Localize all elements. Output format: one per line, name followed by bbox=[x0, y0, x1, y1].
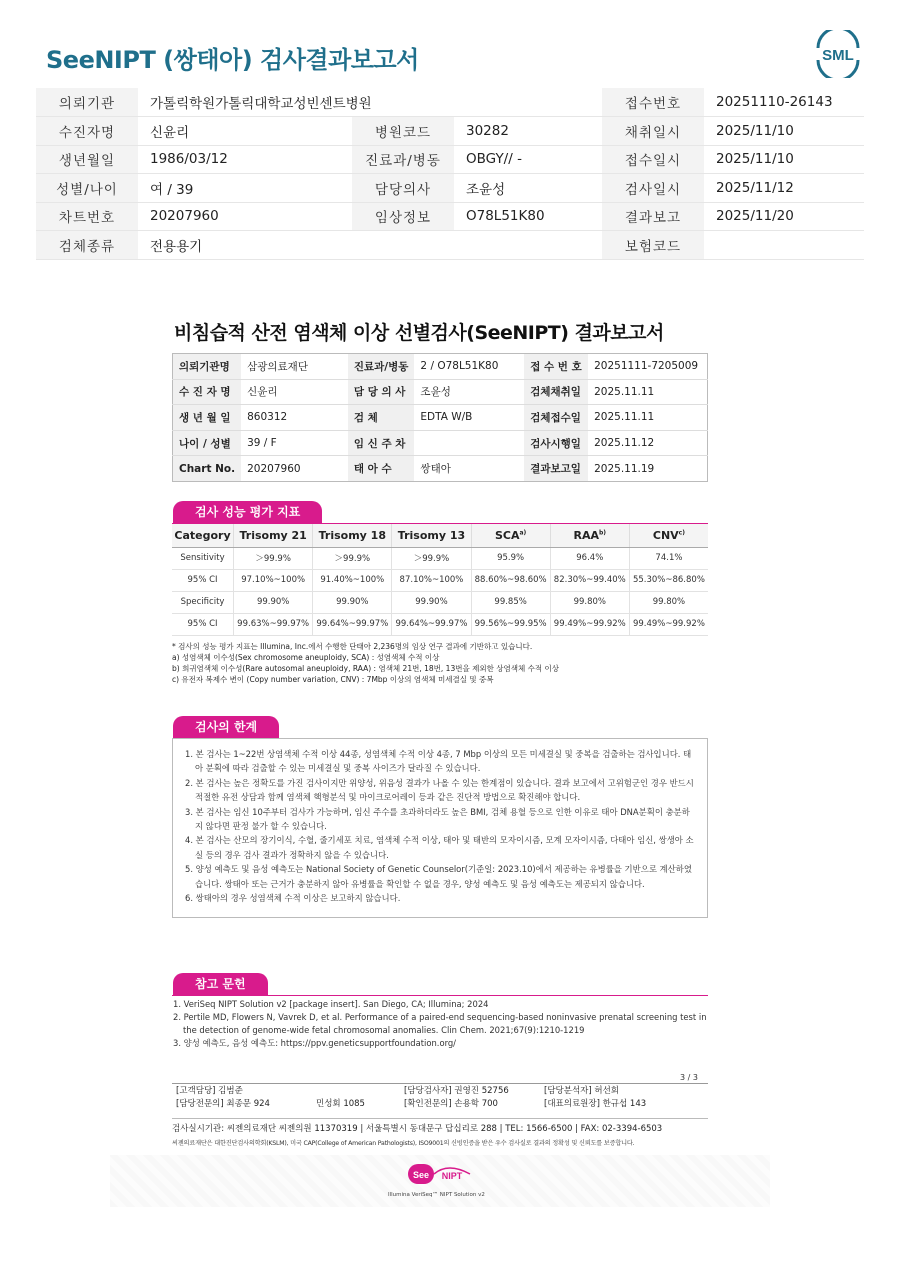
page-number: 3 / 3 bbox=[680, 1073, 698, 1082]
info-row bbox=[36, 145, 864, 174]
limit-item: 5. 양성 예측도 및 음성 예측도는 National Society of Genetic Counselor(기준일: 2023.10)에서 제공하는 유병률을 기반으로 계산하였습니다. 쌍태아 또는 근거가 충분하지 않아 유병률을 확인할 수 없을 경우, 양성 예측도 및 음성 예측도는 제공되지 않습니다. bbox=[185, 864, 692, 889]
perf-header-sup: b) bbox=[599, 529, 607, 537]
signature-cell: [담당전문의] 최종문 924 bbox=[176, 1099, 270, 1109]
info-value: 2025/11/20 bbox=[704, 202, 864, 231]
ref-section-title: 참고 문헌 bbox=[173, 973, 268, 995]
scan-label: Chart No. bbox=[173, 456, 242, 482]
signature-cell: [대표의료원장] 한규섭 143 bbox=[544, 1099, 647, 1109]
perf-cell: 99.64%~99.97% bbox=[313, 613, 392, 635]
info-row bbox=[36, 88, 864, 117]
perf-cell: 99.64%~99.97% bbox=[392, 613, 471, 635]
scan-value: 삼광의료재단 bbox=[241, 354, 348, 380]
info-row bbox=[36, 174, 864, 203]
info-value: 30282 bbox=[454, 117, 602, 146]
limit-item: 4. 본 검사는 산모의 장기이식, 수혈, 줄기세포 치료, 염색체 수적 이상, 태아 및 태반의 모자이시즘, 모계 모자이시즘, 다태아 임신, 쌍생아 소실 등의 경우 검사 결과가 정확하지 않을 수 있습니다. bbox=[185, 835, 694, 860]
scan-value: 2025.11.19 bbox=[594, 462, 655, 475]
info-label: 접수번호 bbox=[602, 88, 704, 117]
scan-label: 담 당 의 사 bbox=[348, 379, 415, 405]
perf-cell: Sensitivity bbox=[172, 547, 234, 569]
performance-table bbox=[172, 524, 708, 636]
reference-item: 1. VeriSeq NIPT Solution v2 [package insert]. San Diego, CA; Illumina; 2024 bbox=[173, 999, 489, 1009]
cert-info: 씨젠의료재단은 대한진단검사의학회(KSLM), 미국 CAP(College of American Pathologists), ISO9001의 신빙인증을 받은 우수 검사실로 결과의 정확성 및 신뢰도를 보증합니다. bbox=[172, 1140, 635, 1147]
info-value: 신윤리 bbox=[138, 117, 352, 146]
signature-cell: [고객담당] 김범준 bbox=[176, 1086, 243, 1097]
scan-row bbox=[173, 430, 708, 456]
perf-cell: 99.63%~99.97% bbox=[234, 613, 313, 635]
scan-value bbox=[414, 430, 524, 456]
perf-cell: 99.80% bbox=[629, 591, 708, 613]
footer-caption: Illumina VeriSeq™ NIPT Solution v2 bbox=[388, 1192, 485, 1198]
perf-cell: 82.30%~99.40% bbox=[550, 569, 629, 591]
info-label: 담당의사 bbox=[352, 174, 454, 203]
limit-section-title: 검사의 한계 bbox=[173, 716, 279, 738]
svg-text:SML: SML bbox=[822, 47, 854, 64]
info-value: 2025/11/12 bbox=[704, 174, 864, 203]
ref-section-line bbox=[172, 995, 708, 996]
info-label: 보험코드 bbox=[602, 231, 704, 260]
perf-cell: 99.56%~99.95% bbox=[471, 613, 550, 635]
signature-row bbox=[172, 1084, 708, 1097]
scan-value: EDTA W/B bbox=[414, 405, 524, 431]
perf-cell: 99.49%~99.92% bbox=[629, 613, 708, 635]
info-value: 20207960 bbox=[138, 202, 352, 231]
info-value: 전용용기 bbox=[138, 231, 602, 260]
scan-value: 860312 bbox=[241, 405, 348, 431]
info-label: 검사일시 bbox=[602, 174, 704, 203]
perf-header bbox=[313, 524, 392, 547]
perf-section-title: 검사 성능 평가 지표 bbox=[173, 501, 322, 523]
info-label: 생년월일 bbox=[36, 145, 138, 174]
info-row bbox=[36, 117, 864, 146]
perf-row bbox=[172, 613, 708, 635]
perf-row bbox=[172, 547, 708, 569]
limit-item: 3. 본 검사는 임신 10주부터 검사가 가능하며, 임신 주수를 초과하더라도 높은 BMI, 검체 용혈 등으로 인한 이유로 태아 DNA분획이 충분하지 않다면 판정 불가 할 수 있습니다. bbox=[185, 806, 690, 832]
signature-cell: [확인전문의] 손용학 700 bbox=[404, 1099, 498, 1109]
scan-label: 생 년 월 일 bbox=[173, 405, 242, 431]
scan-label: 검체접수일 bbox=[524, 405, 588, 431]
perf-cell: 99.49%~99.92% bbox=[550, 613, 629, 635]
scan-value: 쌍태아 bbox=[420, 463, 451, 476]
perf-header-text: Trisomy 18 bbox=[318, 528, 386, 542]
scan-label: 태 아 수 bbox=[348, 456, 415, 482]
info-label: 진료과/병동 bbox=[352, 145, 454, 174]
info-value: 가톨릭학원가톨릭대학교성빈센트병원 bbox=[138, 88, 602, 117]
seenipt-logo bbox=[408, 1162, 472, 1186]
info-value: 20251110-26143 bbox=[704, 88, 864, 117]
scan-label: 검체채취일 bbox=[524, 379, 588, 405]
perf-header-text: Category bbox=[174, 528, 231, 542]
svg-text:See: See bbox=[412, 1170, 430, 1180]
scan-value: 2025.11.12 bbox=[588, 430, 707, 456]
report-title: SeeNIPT (쌍태아) 검사결과보고서 bbox=[46, 46, 419, 74]
info-label: 접수일시 bbox=[602, 145, 704, 174]
info-value: 2025/11/10 bbox=[704, 117, 864, 146]
perf-header bbox=[550, 524, 629, 547]
perf-note: * 검사의 성능 평가 지표는 Illumina, Inc.에서 수행한 단태아 2,236명의 임상 연구 결과에 기반하고 있습니다. bbox=[172, 642, 533, 651]
info-label: 임상정보 bbox=[352, 202, 454, 231]
perf-header-text: SCA bbox=[494, 528, 520, 542]
info-label: 수진자명 bbox=[36, 117, 138, 146]
info-row bbox=[36, 231, 864, 260]
perf-cell: 99.85% bbox=[471, 591, 550, 613]
scan-row bbox=[173, 405, 708, 431]
signature-divider bbox=[172, 1118, 708, 1119]
scan-label: 검사시행일 bbox=[524, 430, 588, 456]
scan-report-title: 비침습적 산전 염색체 이상 선별검사(SeeNIPT) 결과보고서 bbox=[174, 322, 664, 344]
svg-text:NIPT: NIPT bbox=[441, 1171, 463, 1181]
info-label: 검체종류 bbox=[36, 231, 138, 260]
info-value: 2025/11/10 bbox=[704, 145, 864, 174]
perf-notes bbox=[172, 641, 559, 685]
info-label: 병원코드 bbox=[352, 117, 454, 146]
scan-label: 의뢰기관명 bbox=[173, 354, 242, 380]
scan-value: 2 / O78L51K80 bbox=[414, 354, 524, 380]
perf-row bbox=[172, 591, 708, 613]
perf-header bbox=[392, 524, 471, 547]
perf-cell: ＞99.9% bbox=[234, 547, 313, 569]
perf-header-sup: a) bbox=[519, 529, 527, 537]
perf-cell: 99.90% bbox=[392, 591, 471, 613]
scan-value: 2025.11.11 bbox=[588, 379, 707, 405]
perf-header bbox=[172, 524, 234, 547]
scan-value: 2025.11.11 bbox=[588, 405, 707, 431]
scan-row bbox=[173, 354, 708, 380]
perf-cell: 95% CI bbox=[172, 613, 234, 635]
scan-label: 임 신 주 차 bbox=[348, 430, 415, 456]
scan-label: 수 진 자 명 bbox=[173, 379, 242, 405]
perf-header-text: CNV bbox=[652, 528, 679, 542]
scan-value: 20251111-7205009 bbox=[588, 354, 707, 380]
perf-cell: 95% CI bbox=[172, 569, 234, 591]
limit-box bbox=[172, 738, 708, 918]
perf-cell: 91.40%~100% bbox=[313, 569, 392, 591]
perf-cell: 55.30%~86.80% bbox=[629, 569, 708, 591]
perf-row bbox=[172, 569, 708, 591]
reference-list bbox=[172, 998, 708, 1050]
perf-header-sup: c) bbox=[678, 529, 685, 537]
scan-value: 신윤리 bbox=[241, 379, 348, 405]
scan-row bbox=[173, 456, 708, 482]
perf-header bbox=[234, 524, 313, 547]
info-value: OBGY// - bbox=[454, 145, 602, 174]
scan-label: 접 수 번 호 bbox=[524, 354, 588, 380]
signature-row bbox=[172, 1097, 708, 1110]
perf-header bbox=[629, 524, 708, 547]
perf-cell: ＞99.9% bbox=[313, 547, 392, 569]
perf-note: c) 유전자 복제수 변이 (Copy number variation, CNV) : 7Mbp 이상의 염색체 미세결실 및 중복 bbox=[172, 675, 494, 684]
info-value: 여 / 39 bbox=[138, 174, 352, 203]
info-value: O78L51K80 bbox=[454, 202, 602, 231]
sml-logo bbox=[812, 30, 864, 78]
reference-item: 3. 양성 예측도, 음성 예측도: https://ppv.geneticsupportfoundation.org/ bbox=[173, 1038, 457, 1048]
limit-item: 1. 본 검사는 1~22번 상염색체 수적 이상 44종, 성염색체 수적 이상 4종, 7 Mbp 이상의 모든 미세결실 및 중복을 검출하는 검사입니다. 태아 분획에 따라 검출할 수 있는 미세결실 및 중복 사이즈가 달라질 수 있습니다. bbox=[185, 749, 692, 774]
scan-info-table bbox=[172, 353, 708, 482]
info-label: 채취일시 bbox=[602, 117, 704, 146]
scan-value: 조윤성 bbox=[414, 379, 524, 405]
perf-cell: 99.90% bbox=[313, 591, 392, 613]
scan-value: 39 / F bbox=[241, 430, 348, 456]
info-label: 성별/나이 bbox=[36, 174, 138, 203]
perf-cell: 99.80% bbox=[550, 591, 629, 613]
perf-note: a) 성염색체 이수성(Sex chromosome aneuploidy, SCA) : 성염색체 수적 이상 bbox=[172, 653, 440, 662]
signature-cell: [담당검사자] 권영진 52756 bbox=[404, 1086, 509, 1097]
perf-cell: 95.9% bbox=[471, 547, 550, 569]
info-value: 1986/03/12 bbox=[138, 145, 352, 174]
info-row bbox=[36, 202, 864, 231]
signature-cell bbox=[312, 1084, 400, 1097]
perf-cell: Specificity bbox=[172, 591, 234, 613]
signature-table bbox=[172, 1083, 708, 1110]
perf-cell: 87.10%~100% bbox=[392, 569, 471, 591]
info-label: 결과보고 bbox=[602, 202, 704, 231]
perf-cell: 74.1% bbox=[629, 547, 708, 569]
scan-label: 나이 / 성별 bbox=[173, 430, 242, 456]
reference-item: 2. Pertile MD, Flowers N, Vavrek D, et al. Performance of a paired-end sequencing-based noninvasive prenatal screening test in the detection of genome-wide fetal chromosomal anomalies. Clin Chem. 2021;67(9):1210-1219 bbox=[173, 1012, 707, 1035]
perf-cell: 96.4% bbox=[550, 547, 629, 569]
signature-cell: [담당분석자] 허선회 bbox=[544, 1086, 620, 1097]
perf-cell: 88.60%~98.60% bbox=[471, 569, 550, 591]
info-value: 조윤성 bbox=[454, 174, 602, 203]
lab-info: 검사실시기관: 씨젠의료재단 씨젠의원 11370319 | 서울특별시 동대문구 답십리로 288 | TEL: 1566-6500 | FAX: 02-3394-6503 bbox=[172, 1124, 663, 1134]
info-label: 차트번호 bbox=[36, 202, 138, 231]
patient-info-table bbox=[36, 88, 864, 260]
scan-label: 진료과/병동 bbox=[348, 354, 415, 380]
perf-cell: ＞99.9% bbox=[392, 547, 471, 569]
limit-item: 2. 본 검사는 높은 정확도를 가진 검사이지만 위양성, 위음성 결과가 나올 수 있는 한계점이 있습니다. 결과 보고에서 고위험군인 경우 반드시 적절한 유전 상담과 함께 염색체 핵형분석 및 마이크로어레이 등과 같은 진단적 방법으로 확진해야 합니다. bbox=[185, 777, 694, 803]
perf-cell: 99.90% bbox=[234, 591, 313, 613]
signature-cell: 민성회 1085 bbox=[316, 1099, 365, 1109]
limit-item: 6. 쌍태아의 경우 성염색체 수적 이상은 보고하지 않습니다. bbox=[185, 893, 401, 904]
info-label: 의뢰기관 bbox=[36, 88, 138, 117]
scan-label: 검 체 bbox=[348, 405, 415, 431]
scan-value: 20207960 bbox=[247, 462, 301, 475]
perf-note: b) 희귀염색체 이수성(Rare autosomal aneuploidy, RAA) : 염색체 21번, 18번, 13번을 제외한 상염색체 수적 이상 bbox=[172, 664, 559, 673]
perf-header-text: Trisomy 13 bbox=[397, 528, 466, 542]
perf-cell: 97.10%~100% bbox=[234, 569, 313, 591]
perf-header-text: Trisomy 21 bbox=[239, 528, 307, 542]
scan-row bbox=[173, 379, 708, 405]
scan-label: 결과보고일 bbox=[524, 456, 588, 482]
info-value bbox=[704, 231, 864, 260]
perf-header bbox=[471, 524, 550, 547]
perf-header-text: RAA bbox=[573, 528, 599, 542]
